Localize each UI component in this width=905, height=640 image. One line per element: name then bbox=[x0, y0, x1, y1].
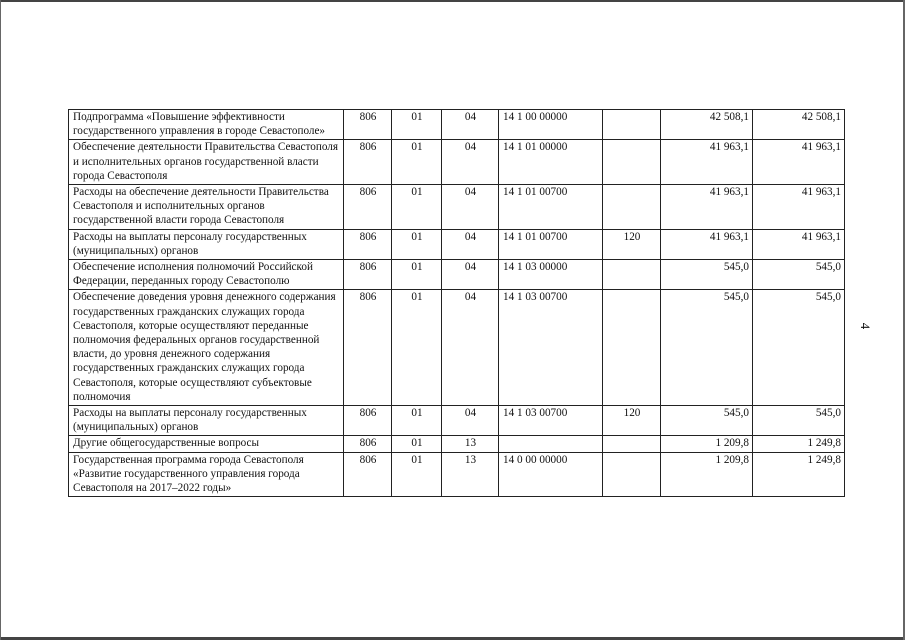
row-amount-year2: 41 963,1 bbox=[753, 140, 845, 185]
table-row bbox=[69, 229, 845, 259]
row-expense-type bbox=[603, 140, 661, 185]
row-name: Обеспечение деятельности Правительства Севастополя и исполнительных органов государственной власти города Севастополя bbox=[69, 140, 344, 185]
page-number: 4 bbox=[858, 322, 873, 330]
row-amount-year2: 41 963,1 bbox=[753, 185, 845, 230]
row-subsection: 04 bbox=[442, 229, 499, 259]
row-grbs: 806 bbox=[344, 290, 392, 406]
row-amount-year2: 545,0 bbox=[753, 406, 845, 436]
row-amount-year2: 42 508,1 bbox=[753, 110, 845, 140]
row-name: Обеспечение доведения уровня денежного содержания государственных гражданских служащих города Севастополя, которые осуществляют переданные полномочия федеральных органов государственной власти, до уровня денежного содержания государственных гражданских служащих города Севастополя, которые осуществляют субъектовые полномочия bbox=[69, 290, 344, 406]
row-grbs: 806 bbox=[344, 185, 392, 230]
row-subsection: 13 bbox=[442, 452, 499, 497]
row-section: 01 bbox=[392, 452, 442, 497]
row-amount-year1: 41 963,1 bbox=[661, 229, 753, 259]
table-row bbox=[69, 140, 845, 185]
row-amount-year2: 41 963,1 bbox=[753, 229, 845, 259]
row-target-article: 14 1 01 00700 bbox=[499, 185, 603, 230]
table-row bbox=[69, 260, 845, 290]
row-target-article: 14 1 00 00000 bbox=[499, 110, 603, 140]
row-target-article: 14 1 03 00700 bbox=[499, 406, 603, 436]
row-subsection: 04 bbox=[442, 110, 499, 140]
row-grbs: 806 bbox=[344, 229, 392, 259]
row-target-article bbox=[499, 436, 603, 452]
row-expense-type: 120 bbox=[603, 229, 661, 259]
row-subsection: 04 bbox=[442, 260, 499, 290]
row-expense-type bbox=[603, 452, 661, 497]
row-name: Расходы на выплаты персоналу государственных (муниципальных) органов bbox=[69, 229, 344, 259]
row-section: 01 bbox=[392, 406, 442, 436]
table-row bbox=[69, 406, 845, 436]
row-name: Подпрограмма «Повышение эффективности государственного управления в городе Севастополе» bbox=[69, 110, 344, 140]
row-grbs: 806 bbox=[344, 110, 392, 140]
row-target-article: 14 1 01 00700 bbox=[499, 229, 603, 259]
row-name: Государственная программа города Севастополя «Развитие государственного управления города Севастополя на 2017–2022 годы» bbox=[69, 452, 344, 497]
row-name: Расходы на обеспечение деятельности Правительства Севастополя и исполнительных органов государственной власти города Севастополя bbox=[69, 185, 344, 230]
row-target-article: 14 0 00 00000 bbox=[499, 452, 603, 497]
row-subsection: 04 bbox=[442, 140, 499, 185]
scan-edge-left bbox=[0, 0, 1, 640]
row-amount-year2: 545,0 bbox=[753, 290, 845, 406]
row-expense-type bbox=[603, 290, 661, 406]
row-subsection: 04 bbox=[442, 185, 499, 230]
scan-edge-top bbox=[0, 0, 905, 2]
row-expense-type bbox=[603, 260, 661, 290]
row-subsection: 13 bbox=[442, 436, 499, 452]
row-expense-type bbox=[603, 110, 661, 140]
row-section: 01 bbox=[392, 436, 442, 452]
row-name: Расходы на выплаты персоналу государственных (муниципальных) органов bbox=[69, 406, 344, 436]
row-expense-type bbox=[603, 185, 661, 230]
row-grbs: 806 bbox=[344, 260, 392, 290]
row-amount-year1: 41 963,1 bbox=[661, 185, 753, 230]
table-row bbox=[69, 452, 845, 497]
row-section: 01 bbox=[392, 110, 442, 140]
row-subsection: 04 bbox=[442, 406, 499, 436]
budget-table bbox=[68, 109, 845, 497]
row-amount-year2: 1 249,8 bbox=[753, 452, 845, 497]
row-subsection: 04 bbox=[442, 290, 499, 406]
row-amount-year1: 545,0 bbox=[661, 290, 753, 406]
row-target-article: 14 1 03 00700 bbox=[499, 290, 603, 406]
row-grbs: 806 bbox=[344, 452, 392, 497]
row-expense-type: 120 bbox=[603, 406, 661, 436]
table-row bbox=[69, 185, 845, 230]
row-section: 01 bbox=[392, 290, 442, 406]
row-amount-year2: 1 249,8 bbox=[753, 436, 845, 452]
row-name: Другие общегосударственные вопросы bbox=[69, 436, 344, 452]
row-amount-year1: 42 508,1 bbox=[661, 110, 753, 140]
row-target-article: 14 1 01 00000 bbox=[499, 140, 603, 185]
row-target-article: 14 1 03 00000 bbox=[499, 260, 603, 290]
row-section: 01 bbox=[392, 185, 442, 230]
table-row bbox=[69, 436, 845, 452]
table-row bbox=[69, 290, 845, 406]
row-grbs: 806 bbox=[344, 436, 392, 452]
row-expense-type bbox=[603, 436, 661, 452]
row-grbs: 806 bbox=[344, 140, 392, 185]
row-name: Обеспечение исполнения полномочий Российской Федерации, переданных городу Севастополю bbox=[69, 260, 344, 290]
row-amount-year1: 545,0 bbox=[661, 260, 753, 290]
row-amount-year2: 545,0 bbox=[753, 260, 845, 290]
row-amount-year1: 41 963,1 bbox=[661, 140, 753, 185]
row-amount-year1: 1 209,8 bbox=[661, 436, 753, 452]
row-amount-year1: 545,0 bbox=[661, 406, 753, 436]
row-section: 01 bbox=[392, 229, 442, 259]
row-section: 01 bbox=[392, 140, 442, 185]
row-amount-year1: 1 209,8 bbox=[661, 452, 753, 497]
table-row bbox=[69, 110, 845, 140]
row-grbs: 806 bbox=[344, 406, 392, 436]
row-section: 01 bbox=[392, 260, 442, 290]
